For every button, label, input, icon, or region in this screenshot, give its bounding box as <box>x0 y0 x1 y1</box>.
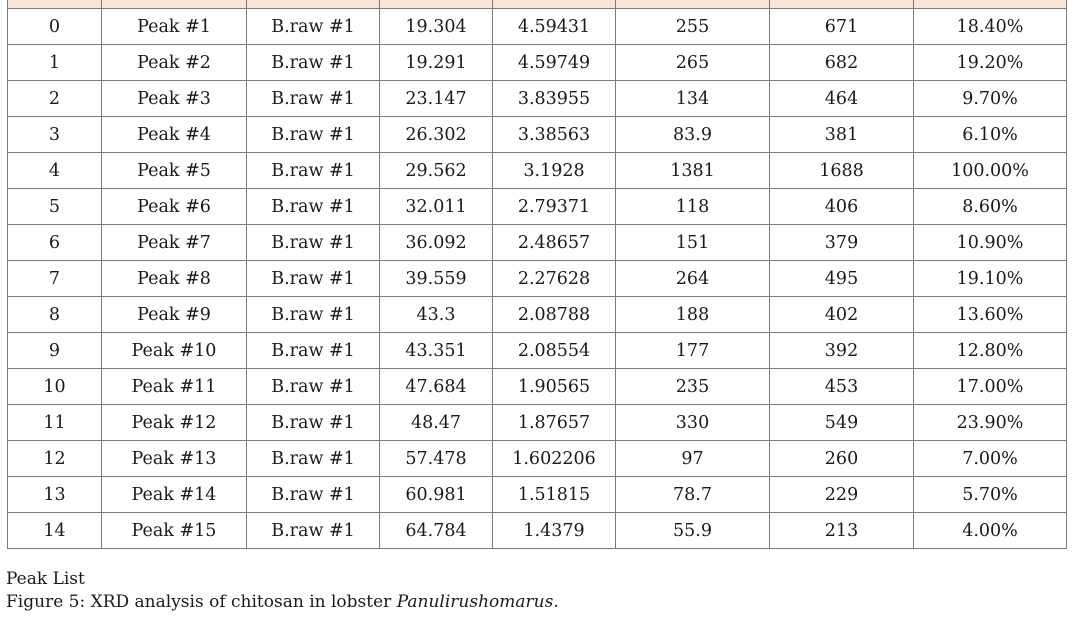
header-cell <box>8 0 102 9</box>
table-cell: 4 <box>8 153 102 189</box>
table-cell: 1 <box>8 45 102 81</box>
table-cell: 3 <box>8 117 102 153</box>
table-cell: Peak #4 <box>102 117 247 153</box>
table-cell: 330 <box>616 405 770 441</box>
table-cell: 23.147 <box>380 81 493 117</box>
table-cell: Peak #3 <box>102 81 247 117</box>
species-name: Panulirushomarus <box>396 592 554 612</box>
table-cell: B.raw #1 <box>247 261 380 297</box>
table-cell: 118 <box>616 189 770 225</box>
table-row <box>8 189 1067 225</box>
table-cell: 213 <box>770 513 914 549</box>
table-cell: 83.9 <box>616 117 770 153</box>
table-cell: 2.27628 <box>493 261 616 297</box>
header-cell <box>770 0 914 9</box>
table-cell: 11 <box>8 405 102 441</box>
table-cell: 5.70% <box>914 477 1067 513</box>
table-row <box>8 333 1067 369</box>
table-cell: B.raw #1 <box>247 369 380 405</box>
table-cell: B.raw #1 <box>247 117 380 153</box>
table-cell: B.raw #1 <box>247 9 380 45</box>
table-cell: Peak #5 <box>102 153 247 189</box>
table-cell: 60.981 <box>380 477 493 513</box>
table-cell: Peak #1 <box>102 9 247 45</box>
table-cell: 1.51815 <box>493 477 616 513</box>
table-cell: 3.83955 <box>493 81 616 117</box>
table-cell: Peak #13 <box>102 441 247 477</box>
header-cell <box>247 0 380 9</box>
figure-caption-text: Figure 5: XRD analysis of chitosan in lobster <box>6 592 397 612</box>
table-row <box>8 297 1067 333</box>
table-cell: 43.351 <box>380 333 493 369</box>
header-cell <box>493 0 616 9</box>
peak-table-body <box>8 0 1067 549</box>
table-cell: 4.59749 <box>493 45 616 81</box>
peak-list-label: Peak List <box>6 569 85 589</box>
table-cell: 265 <box>616 45 770 81</box>
figure-caption-end: . <box>553 592 559 612</box>
table-cell: 134 <box>616 81 770 117</box>
table-row <box>8 153 1067 189</box>
table-cell: 671 <box>770 9 914 45</box>
table-cell: 100.00% <box>914 153 1067 189</box>
header-cell <box>380 0 493 9</box>
table-cell: 97 <box>616 441 770 477</box>
table-cell: 9.70% <box>914 81 1067 117</box>
table-cell: 402 <box>770 297 914 333</box>
table-cell: Peak #9 <box>102 297 247 333</box>
table-header-strip <box>8 0 1067 9</box>
table-cell: 3.1928 <box>493 153 616 189</box>
table-cell: 549 <box>770 405 914 441</box>
table-cell: B.raw #1 <box>247 513 380 549</box>
table-cell: 55.9 <box>616 513 770 549</box>
table-row <box>8 477 1067 513</box>
table-row <box>8 225 1067 261</box>
table-cell: Peak #8 <box>102 261 247 297</box>
table-row <box>8 9 1067 45</box>
figure-caption <box>6 592 559 612</box>
table-cell: 1381 <box>616 153 770 189</box>
table-cell: 10 <box>8 369 102 405</box>
table-cell: Peak #14 <box>102 477 247 513</box>
table-cell: 260 <box>770 441 914 477</box>
table-cell: 4.59431 <box>493 9 616 45</box>
table-cell: 453 <box>770 369 914 405</box>
table-cell: 8 <box>8 297 102 333</box>
header-cell <box>616 0 770 9</box>
table-cell: 26.302 <box>380 117 493 153</box>
table-cell: 381 <box>770 117 914 153</box>
table-cell: 1.87657 <box>493 405 616 441</box>
table-cell: 264 <box>616 261 770 297</box>
table-cell: 2 <box>8 81 102 117</box>
table-cell: 229 <box>770 477 914 513</box>
table-cell: 29.562 <box>380 153 493 189</box>
table-cell: Peak #15 <box>102 513 247 549</box>
table-cell: 17.00% <box>914 369 1067 405</box>
table-cell: 9 <box>8 333 102 369</box>
table-cell: 406 <box>770 189 914 225</box>
table-cell: B.raw #1 <box>247 189 380 225</box>
table-cell: 43.3 <box>380 297 493 333</box>
table-cell: 64.784 <box>380 513 493 549</box>
table-cell: 379 <box>770 225 914 261</box>
table-cell: 682 <box>770 45 914 81</box>
table-cell: 12 <box>8 441 102 477</box>
table-cell: 39.559 <box>380 261 493 297</box>
table-cell: 2.48657 <box>493 225 616 261</box>
table-cell: Peak #6 <box>102 189 247 225</box>
table-cell: B.raw #1 <box>247 225 380 261</box>
table-cell: Peak #12 <box>102 405 247 441</box>
table-cell: 2.79371 <box>493 189 616 225</box>
table-cell: 2.08788 <box>493 297 616 333</box>
table-cell: B.raw #1 <box>247 441 380 477</box>
table-cell: 7.00% <box>914 441 1067 477</box>
table-cell: 235 <box>616 369 770 405</box>
table-cell: 18.40% <box>914 9 1067 45</box>
table-cell: 13.60% <box>914 297 1067 333</box>
table-cell: Peak #10 <box>102 333 247 369</box>
table-cell: 13 <box>8 477 102 513</box>
table-cell: B.raw #1 <box>247 477 380 513</box>
peak-table <box>7 0 1067 549</box>
table-cell: 78.7 <box>616 477 770 513</box>
table-cell: 7 <box>8 261 102 297</box>
table-cell: B.raw #1 <box>247 153 380 189</box>
table-cell: 19.10% <box>914 261 1067 297</box>
header-cell <box>914 0 1067 9</box>
table-cell: 19.20% <box>914 45 1067 81</box>
table-cell: 392 <box>770 333 914 369</box>
table-cell: 5 <box>8 189 102 225</box>
table-row <box>8 369 1067 405</box>
table-row <box>8 405 1067 441</box>
table-row <box>8 81 1067 117</box>
table-cell: 4.00% <box>914 513 1067 549</box>
table-cell: B.raw #1 <box>247 45 380 81</box>
table-cell: 464 <box>770 81 914 117</box>
table-row <box>8 441 1067 477</box>
table-cell: 3.38563 <box>493 117 616 153</box>
table-cell: 1.4379 <box>493 513 616 549</box>
table-cell: 48.47 <box>380 405 493 441</box>
table-cell: Peak #7 <box>102 225 247 261</box>
table-row <box>8 45 1067 81</box>
table-cell: 188 <box>616 297 770 333</box>
table-cell: 6 <box>8 225 102 261</box>
header-cell <box>102 0 247 9</box>
table-cell: 1688 <box>770 153 914 189</box>
table-row <box>8 513 1067 549</box>
table-cell: 57.478 <box>380 441 493 477</box>
table-cell: 0 <box>8 9 102 45</box>
table-cell: 2.08554 <box>493 333 616 369</box>
table-cell: 151 <box>616 225 770 261</box>
table-cell: B.raw #1 <box>247 297 380 333</box>
table-cell: 14 <box>8 513 102 549</box>
table-cell: 19.291 <box>380 45 493 81</box>
table-cell: 32.011 <box>380 189 493 225</box>
table-cell: 10.90% <box>914 225 1067 261</box>
table-cell: 1.90565 <box>493 369 616 405</box>
table-row <box>8 117 1067 153</box>
table-cell: Peak #11 <box>102 369 247 405</box>
table-cell: 36.092 <box>380 225 493 261</box>
table-cell: 177 <box>616 333 770 369</box>
table-cell: 23.90% <box>914 405 1067 441</box>
table-cell: B.raw #1 <box>247 333 380 369</box>
table-cell: Peak #2 <box>102 45 247 81</box>
table-cell: 6.10% <box>914 117 1067 153</box>
table-cell: 19.304 <box>380 9 493 45</box>
table-cell: B.raw #1 <box>247 405 380 441</box>
table-cell: B.raw #1 <box>247 81 380 117</box>
table-cell: 47.684 <box>380 369 493 405</box>
table-cell: 8.60% <box>914 189 1067 225</box>
table-cell: 255 <box>616 9 770 45</box>
table-cell: 495 <box>770 261 914 297</box>
table-row <box>8 261 1067 297</box>
table-cell: 12.80% <box>914 333 1067 369</box>
table-cell: 1.602206 <box>493 441 616 477</box>
peak-table-container <box>7 0 1067 549</box>
